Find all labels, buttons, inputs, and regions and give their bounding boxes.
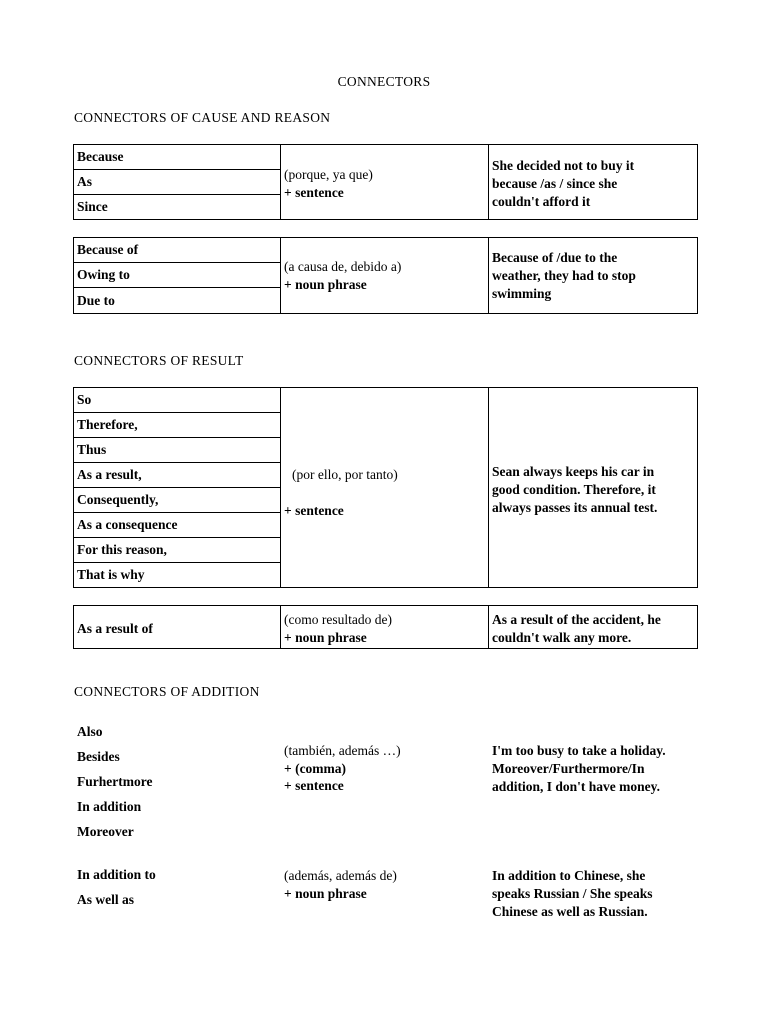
table-cell-term: As a result of (74, 606, 281, 649)
structure-text: + sentence (284, 778, 344, 793)
cause-table-1 (73, 144, 698, 220)
addition-meaning-2 (284, 867, 397, 902)
structure-text: + noun phrase (284, 885, 367, 901)
table-cell-term: So (74, 388, 281, 413)
list-item: Furhertmore (77, 774, 153, 789)
addition-heading: CONNECTORS OF ADDITION (74, 684, 260, 699)
table-cell-term: Since (74, 195, 281, 220)
addition-terms-list-1 (77, 719, 152, 844)
table-cell-meaning (281, 145, 489, 220)
example-line: couldn't walk any more. (492, 630, 632, 645)
table-cell-meaning (281, 606, 489, 649)
addition-example-2 (492, 867, 697, 921)
table-cell-term: As a result, (74, 463, 281, 488)
table-cell-meaning (281, 388, 489, 588)
table-cell-term: Because (74, 145, 281, 170)
list-item: Moreover (77, 824, 134, 839)
example-line: weather, they had to stop (492, 267, 636, 283)
table-cell-example (489, 388, 698, 588)
table-cell-term: Owing to (74, 263, 281, 288)
meaning-text: (como resultado de) (284, 612, 392, 627)
example-line: Because of /due to the (492, 249, 618, 265)
structure-text: + noun phrase (284, 276, 367, 292)
table-cell-term: That is why (74, 563, 281, 588)
example-line: always passes its annual test. (492, 499, 658, 515)
addition-example-1 (492, 742, 697, 796)
table-cell-example (489, 606, 698, 649)
example-line: because /as / since she (492, 175, 618, 191)
list-item: In addition to (77, 867, 156, 882)
list-item: As well as (77, 892, 134, 907)
list-item: Besides (77, 749, 120, 764)
table-cell-example (489, 238, 698, 314)
table-cell-term: Because of (74, 238, 281, 263)
page-title: CONNECTORS (337, 74, 431, 89)
example-line: addition, I don't have money. (492, 779, 661, 794)
result-table-2 (73, 605, 698, 649)
example-line: In addition to Chinese, she (492, 868, 646, 883)
structure-text: + sentence (284, 184, 344, 200)
result-heading: CONNECTORS OF RESULT (74, 353, 244, 368)
example-line: Chinese as well as Russian. (492, 904, 648, 919)
example-line: speaks Russian / She speaks (492, 886, 653, 901)
cause-heading: CONNECTORS OF CAUSE AND REASON (74, 110, 331, 125)
meaning-text: (a causa de, debido a) (284, 258, 402, 274)
example-line: Sean always keeps his car in (492, 463, 655, 479)
meaning-text: (también, además …) (284, 743, 401, 758)
table-cell-term: Consequently, (74, 488, 281, 513)
cause-table-2 (73, 237, 698, 314)
example-line: good condition. Therefore, it (492, 481, 656, 497)
result-table-1 (73, 387, 698, 588)
table-cell-term: For this reason, (74, 538, 281, 563)
addition-terms-list-2 (77, 862, 156, 912)
example-line: She decided not to buy it (492, 157, 635, 173)
list-item: In addition (77, 799, 142, 814)
addition-meaning-1 (284, 742, 401, 795)
table-cell-meaning (281, 238, 489, 314)
table-cell-term: Thus (74, 438, 281, 463)
meaning-text: (además, además de) (284, 868, 397, 883)
example-line: As a result of the accident, he (492, 612, 661, 627)
table-cell-example (489, 145, 698, 220)
structure-text: + sentence (284, 502, 344, 518)
table-cell-term: As (74, 170, 281, 195)
meaning-text: (porque, ya que) (284, 166, 373, 182)
table-cell-term: Due to (74, 288, 281, 314)
example-line: I'm too busy to take a holiday. (492, 743, 666, 758)
structure-text: + noun phrase (284, 630, 367, 645)
meaning-text: (por ello, por tanto) (292, 466, 398, 482)
table-cell-term: As a consequence (74, 513, 281, 538)
list-item: Also (77, 724, 103, 739)
example-line: swimming (492, 285, 552, 301)
example-line: Moreover/Furthermore/In (492, 761, 645, 776)
structure-text: + (comma) (284, 760, 347, 776)
table-cell-term: Therefore, (74, 413, 281, 438)
example-line: couldn't afford it (492, 193, 591, 209)
